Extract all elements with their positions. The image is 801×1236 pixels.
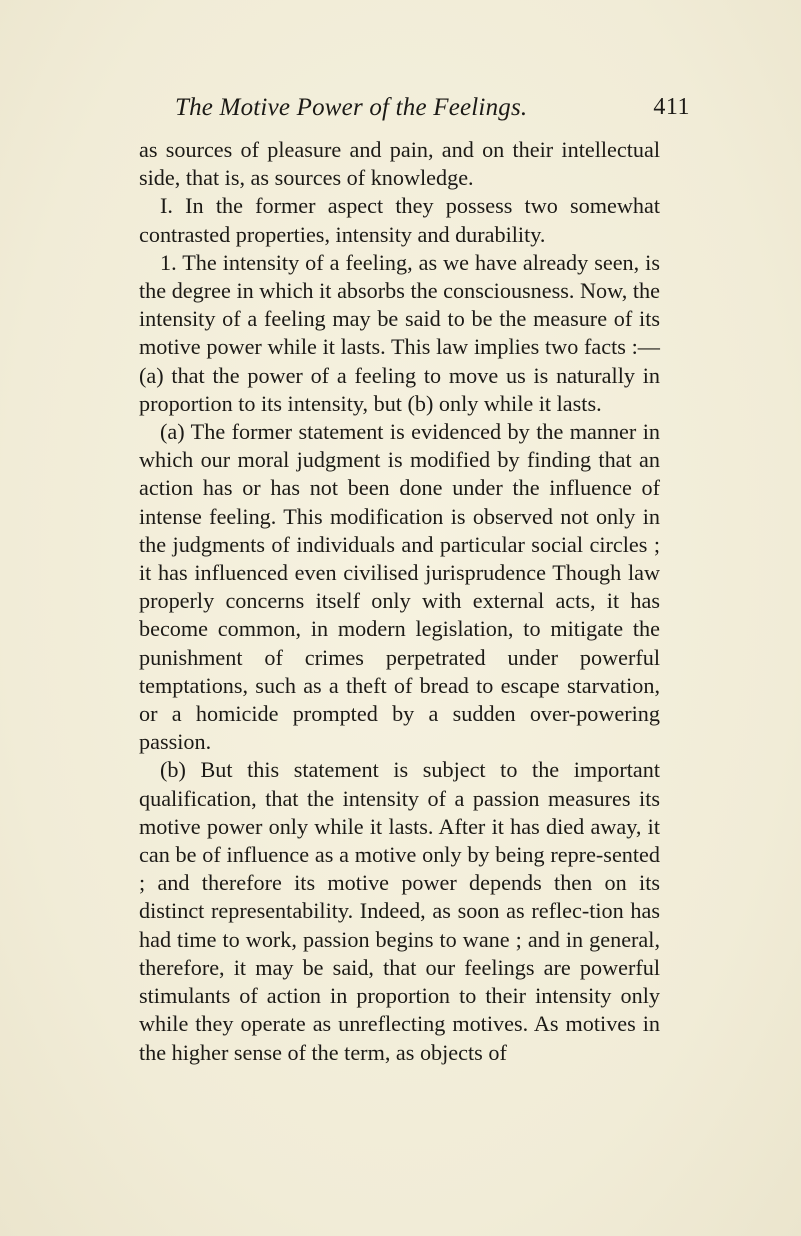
paragraph-intensity: 1. The intensity of a feeling, as we have already seen, is the degree in which it absorbs the consciousness. Now, the intensity of a feeling may be said to be the measure of its motive power while it lasts. This law implies two facts :—(a) that the power of a feeling to move us is naturally in proportion to its intensity, but (b) only while it lasts. xyxy=(139,249,660,416)
page-number: 411 xyxy=(653,94,690,120)
paragraph-continuation: as sources of pleasure and pain, and on their intellectual side, that is, as sources of knowledge. xyxy=(139,137,660,191)
running-head xyxy=(150,90,690,130)
running-title: The Motive Power of the Feelings. xyxy=(175,94,528,121)
paragraph-point-a: (a) The former statement is evidenced by the manner in which our moral judgment is modified by finding that an action has or has not been done under the influence of intense feeling. This modification is observed not only in the judgments of individuals and particular social circles ; it has influenced even civilised jurisprudence Though law properly concerns itself only with external acts, it has become common, in modern legislation, to mitigate the punishment of crimes perpetrated under powerful temptations, such as a theft of bread to escape starvation, or a homicide prompted by a sudden over-powering passion. xyxy=(139,419,660,755)
body-text xyxy=(139,136,660,1067)
paragraph-point-b: (b) But this statement is subject to the important qualification, that the intensity of a passion measures its motive power only while it lasts. After it has died away, it can be of influence as a motive only by being repre-sented ; and therefore its motive power depends then on its distinct representability. Indeed, as soon as reflec-tion has had time to work, passion begins to wane ; and in general, therefore, it may be said, that our feelings are powerful stimulants of action in proportion to their intensity only while they operate as unreflecting motives. As motives in the higher sense of the term, as objects of xyxy=(139,757,660,1065)
paragraph-section-one: I. In the former aspect they possess two somewhat contrasted properties, intensity and durability. xyxy=(139,193,660,247)
